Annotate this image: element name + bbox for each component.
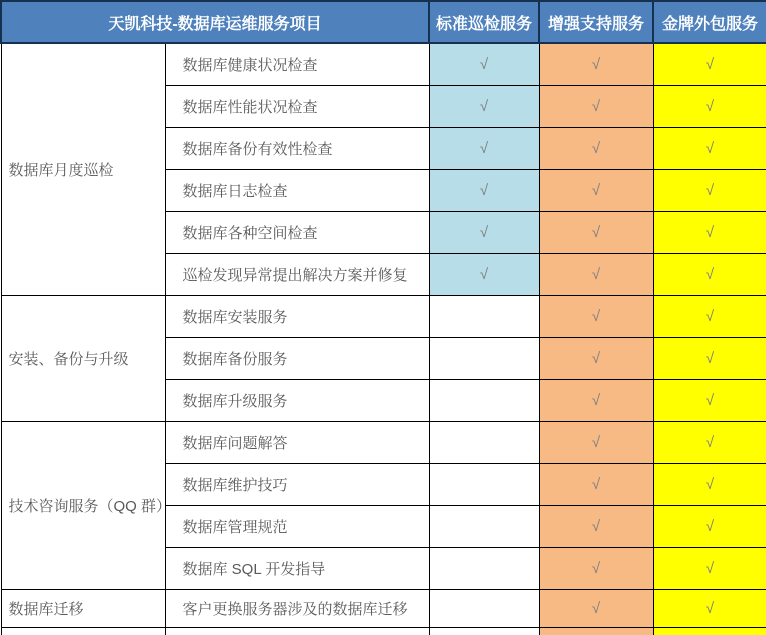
category-cell-tech-consulting: 技术咨询服务（QQ 群） (1, 421, 165, 589)
check-cell-enhanced: √ (539, 295, 653, 337)
check-cell-enhanced: √ (539, 253, 653, 295)
service-item-cell: 巡检发现异常提出解决方案并修复 (165, 253, 429, 295)
check-cell-gold: √ (653, 169, 766, 211)
check-cell-enhanced: √ (539, 127, 653, 169)
footer-spacer-cell (165, 627, 429, 635)
check-cell-enhanced: √ (539, 43, 653, 85)
check-cell-gold: √ (653, 295, 766, 337)
check-cell-enhanced: √ (539, 589, 653, 627)
service-item-cell: 数据库备份服务 (165, 337, 429, 379)
check-cell-enhanced: √ (539, 85, 653, 127)
service-item-cell: 数据库升级服务 (165, 379, 429, 421)
footer-spacer-cell-gold (653, 627, 766, 635)
check-cell-standard (429, 295, 539, 337)
check-cell-gold: √ (653, 421, 766, 463)
check-cell-enhanced: √ (539, 211, 653, 253)
check-cell-enhanced: √ (539, 547, 653, 589)
service-item-cell: 数据库日志检查 (165, 169, 429, 211)
service-item-cell: 客户更换服务器涉及的数据库迁移 (165, 589, 429, 627)
check-cell-standard (429, 505, 539, 547)
column-header-gold: 金牌外包服务 (653, 1, 766, 43)
service-item-cell: 数据库各种空间检查 (165, 211, 429, 253)
check-cell-standard (429, 379, 539, 421)
service-item-cell: 数据库性能状况检查 (165, 85, 429, 127)
check-cell-gold: √ (653, 589, 766, 627)
service-item-cell: 数据库健康状况检查 (165, 43, 429, 85)
check-cell-gold: √ (653, 85, 766, 127)
service-item-cell: 数据库维护技巧 (165, 463, 429, 505)
check-cell-standard (429, 547, 539, 589)
check-cell-standard: √ (429, 43, 539, 85)
check-cell-standard: √ (429, 169, 539, 211)
service-item-cell: 数据库备份有效性检查 (165, 127, 429, 169)
check-cell-enhanced: √ (539, 505, 653, 547)
check-cell-enhanced: √ (539, 379, 653, 421)
category-cell-monthly-inspection: 数据库月度巡检 (1, 43, 165, 295)
check-cell-standard: √ (429, 85, 539, 127)
footer-spacer-cell (1, 627, 165, 635)
footer-spacer-cell-enhanced (539, 627, 653, 635)
service-item-cell: 数据库安装服务 (165, 295, 429, 337)
check-cell-gold: √ (653, 211, 766, 253)
check-cell-enhanced: √ (539, 169, 653, 211)
table-row (1, 421, 766, 463)
check-cell-standard: √ (429, 211, 539, 253)
check-cell-gold: √ (653, 379, 766, 421)
check-cell-gold: √ (653, 505, 766, 547)
check-cell-standard: √ (429, 127, 539, 169)
footer-spacer-cell (429, 627, 539, 635)
service-item-cell: 数据库管理规范 (165, 505, 429, 547)
category-cell-migration: 数据库迁移 (1, 589, 165, 627)
check-cell-enhanced: √ (539, 337, 653, 379)
check-cell-gold: √ (653, 463, 766, 505)
column-header-enhanced: 增强支持服务 (539, 1, 653, 43)
check-cell-gold: √ (653, 547, 766, 589)
check-cell-standard (429, 463, 539, 505)
service-item-cell: 数据库 SQL 开发指导 (165, 547, 429, 589)
check-cell-enhanced: √ (539, 421, 653, 463)
category-cell-install-backup-upgrade: 安装、备份与升级 (1, 295, 165, 421)
table-row (1, 295, 766, 337)
check-cell-standard (429, 421, 539, 463)
table-title: 天凯科技-数据库运维服务项目 (1, 1, 429, 43)
check-cell-gold: √ (653, 253, 766, 295)
check-cell-gold: √ (653, 127, 766, 169)
table-row (1, 43, 766, 85)
check-cell-gold: √ (653, 43, 766, 85)
check-cell-gold: √ (653, 337, 766, 379)
column-header-standard: 标准巡检服务 (429, 1, 539, 43)
check-cell-standard: √ (429, 253, 539, 295)
check-cell-standard (429, 589, 539, 627)
table-header-row (1, 1, 766, 43)
table-row (1, 589, 766, 627)
service-item-cell: 数据库问题解答 (165, 421, 429, 463)
footer-spacer-row (1, 627, 766, 635)
check-cell-enhanced: √ (539, 463, 653, 505)
check-cell-standard (429, 337, 539, 379)
